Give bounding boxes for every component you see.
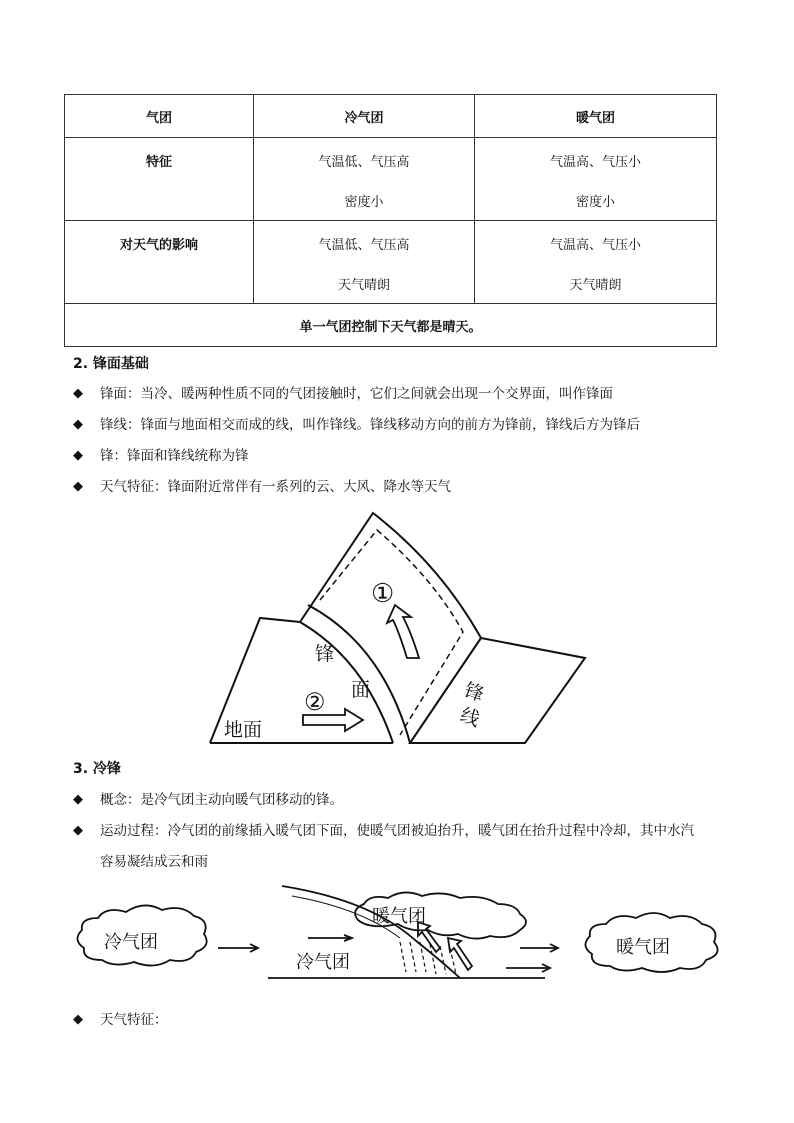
cell-line: 气温高、气压小 (549, 238, 641, 253)
table-footer: 单一气团控制下天气都是晴天。 (65, 304, 717, 347)
table-cell (475, 221, 717, 304)
diamond-bullet-icon: ◆ (73, 448, 83, 463)
diamond-bullet-icon: ◆ (73, 386, 83, 401)
diamond-bullet-icon: ◆ (73, 792, 83, 807)
bullet-text: 锋：锋面和锋线统称为锋 (100, 448, 249, 464)
bullet-item (73, 477, 733, 497)
front-label-1: 锋 (315, 643, 335, 665)
bullet-item (73, 821, 733, 841)
bullet-item (73, 1010, 733, 1030)
warm-air-mass-label: 暖气团 (616, 937, 670, 958)
rain-lines (400, 942, 456, 974)
table-header-cell: 暖气团 (475, 95, 717, 138)
frontline-label-2: 线 (457, 704, 483, 732)
table-cell (254, 221, 475, 304)
cell-line: 密度小 (575, 195, 615, 210)
cell-line: 天气晴朗 (569, 278, 622, 293)
table-cell (254, 138, 475, 221)
row-label-text: 特征 (145, 155, 172, 170)
air-mass-table (64, 94, 717, 347)
table-cell (475, 138, 717, 221)
front-diagram (205, 510, 590, 750)
bullet-item (73, 790, 733, 810)
diamond-bullet-icon: ◆ (73, 479, 83, 494)
cell-line: 天气晴朗 (337, 278, 390, 293)
table-header-row (65, 95, 717, 138)
bullet-item (73, 415, 733, 435)
table-header-cell: 冷气团 (254, 95, 475, 138)
bullet-continuation: 容易凝结成云和雨 (100, 854, 208, 870)
front-label-2: 面 (351, 679, 371, 701)
cold-air-mass-label: 冷气团 (104, 932, 158, 953)
table-row-label (65, 221, 254, 304)
cell-line: 气温低、气压高 (318, 155, 410, 170)
cell-line: 气温高、气压小 (549, 155, 641, 170)
ground-label: 地面 (224, 719, 263, 741)
cell-line: 密度小 (344, 195, 384, 210)
table-header-cell: 气团 (65, 95, 254, 138)
table-row-label (65, 138, 254, 221)
table-footer-row (65, 304, 717, 347)
bullet-text: 运动过程：冷气团的前缘插入暖气团下面，使暖气团被迫抬升，暖气团在抬升过程中冷却，其中水汽 (100, 823, 694, 839)
frontline-label-1: 锋 (461, 679, 487, 707)
bullet-text: 概念：是冷气团主动向暖气团移动的锋。 (100, 792, 343, 808)
cold-air-under-label: 冷气团 (296, 952, 350, 973)
mark-2-label: ② (304, 688, 326, 716)
ground-plane-right (410, 638, 585, 743)
table-row (65, 138, 717, 221)
bullet-text: 锋线：锋面与地面相交而成的线，叫作锋线。锋线移动方向的前方为锋前，锋线后方为锋后 (100, 417, 640, 433)
bullet-item (73, 446, 733, 466)
section-title: 2. 锋面基础 (73, 356, 149, 372)
section-title: 3. 冷锋 (73, 761, 121, 777)
diamond-bullet-icon: ◆ (73, 1012, 83, 1027)
diamond-bullet-icon: ◆ (73, 417, 83, 432)
bullet-text: 天气特征： (100, 1012, 168, 1028)
warm-air-top-label: 暖气团 (372, 906, 426, 927)
cell-line: 气温低、气压高 (318, 238, 410, 253)
bullet-item (73, 384, 733, 404)
bullet-text: 天气特征：锋面附近常伴有一系列的云、大风、降水等天气 (100, 479, 451, 495)
rising-warm-arrow-icon (448, 938, 472, 970)
mark-1-label: ① (371, 579, 395, 609)
rising-air-arrow-icon (387, 605, 419, 658)
front-upper-plane (300, 513, 481, 743)
diamond-bullet-icon: ◆ (73, 823, 83, 838)
bullet-text: 锋面：当冷、暖两种性质不同的气团接触时，它们之间就会出现一个交界面，叫作锋面 (100, 386, 613, 402)
table-row (65, 221, 717, 304)
cold-front-diagram (70, 880, 730, 990)
row-label-text: 对天气的影响 (119, 238, 198, 253)
